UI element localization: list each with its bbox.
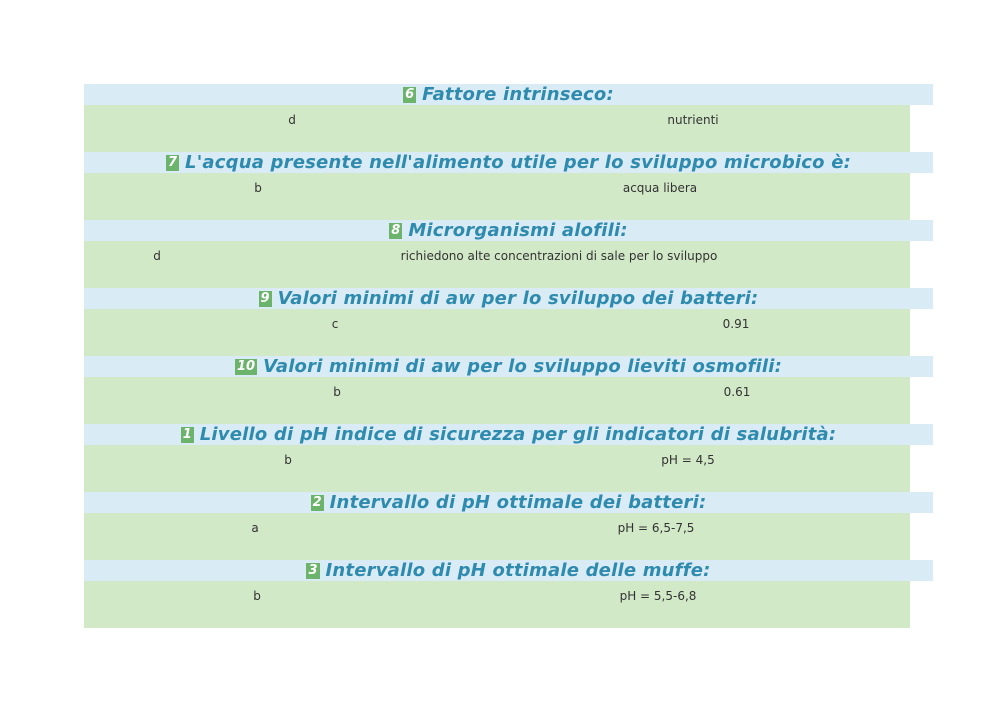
answer-row [84,581,910,628]
question-number: 1 [182,426,192,442]
question-number: 3 [308,562,318,578]
question-text: Intervallo di pH ottimale delle muffe: [325,560,711,581]
question-block [84,152,933,220]
question-block [84,84,933,152]
question-text: Intervallo di pH ottimale dei batteri: [329,492,707,513]
answer-text: 0.91 [722,317,750,331]
answer-letter: b [254,181,262,195]
quiz-list [84,84,933,628]
question-number: 6 [405,86,415,102]
question-block [84,288,933,356]
question-header [84,492,933,513]
answer-letter: b [333,385,341,399]
answer-text: 0.61 [723,385,751,399]
question-header [84,220,933,241]
question-text: Valori minimi di aw per lo sviluppo dei batteri: [277,288,759,309]
question-text: Livello di pH indice di sicurezza per gli indicatori di salubrità: [199,424,837,445]
answer-text: richiedono alte concentrazioni di sale per lo sviluppo [400,249,718,263]
question-number: 10 [237,358,256,374]
answer-row [84,377,910,424]
answer-text: nutrienti [667,113,719,127]
answer-row [84,445,910,492]
answer-row [84,105,910,152]
question-header [84,152,933,173]
question-header [84,84,933,105]
question-block [84,220,933,288]
question-text: Microrganismi alofili: [408,220,628,241]
answer-text: pH = 5,5-6,8 [619,589,697,603]
question-number: 9 [260,290,270,306]
question-header [84,288,933,309]
answer-text: pH = 6,5-7,5 [617,521,695,535]
answer-letter: b [253,589,261,603]
question-block [84,424,933,492]
answer-letter: a [251,521,259,535]
question-header [84,560,933,581]
question-block [84,492,933,560]
answer-letter: c [331,317,339,331]
question-block [84,356,933,424]
answer-row [84,241,910,288]
answer-row [84,309,910,356]
question-header [84,424,933,445]
question-header [84,356,933,377]
answer-text: acqua libera [622,181,698,195]
question-text: Valori minimi di aw per lo sviluppo lieviti osmofili: [263,356,782,377]
question-text: L'acqua presente nell'alimento utile per lo sviluppo microbico è: [185,152,851,173]
answer-letter: b [284,453,292,467]
answer-letter: d [288,113,296,127]
question-number: 8 [391,222,401,238]
question-block [84,560,933,628]
question-number: 7 [168,154,178,170]
question-number: 2 [312,494,322,510]
answer-row [84,513,910,560]
answer-letter: d [153,249,161,263]
answer-text: pH = 4,5 [661,453,715,467]
question-text: Fattore intrinseco: [422,84,614,105]
answer-row [84,173,910,220]
